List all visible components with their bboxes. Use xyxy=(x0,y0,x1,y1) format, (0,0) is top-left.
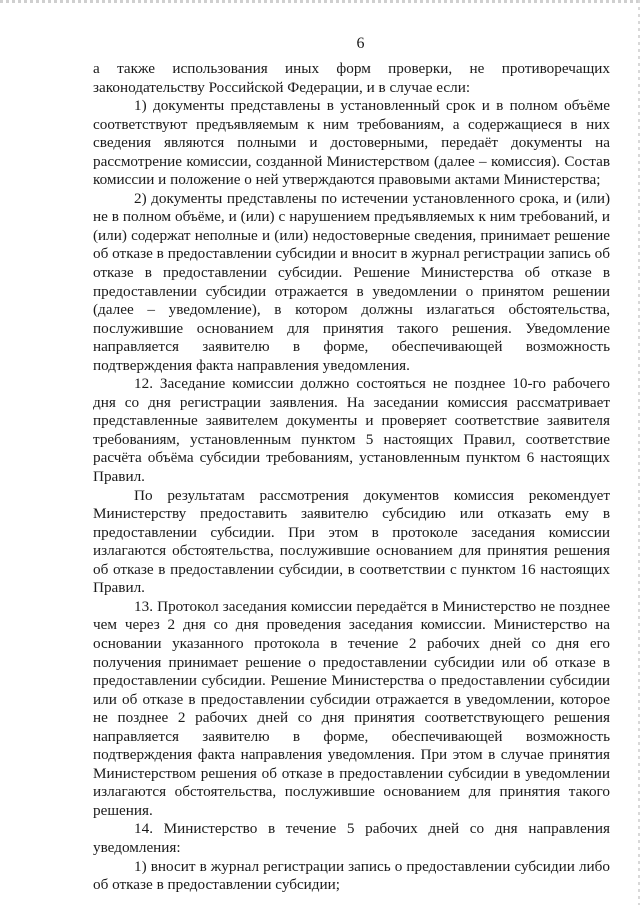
page-number: 6 xyxy=(356,35,365,52)
paragraph-clause-12: 12. Заседание комиссии должно состояться не позднее 10-го рабочего дня со дня регистрации заявления. На заседании комиссия рассматривает представленные заявителем документы и проверяет соответствие заявителя требованиям, установленным пунктом 5 настоящих Правил, соответствие расчёта объёма субсидии требованиям, установленным пунктом 6 настоящих Правил. xyxy=(93,375,610,486)
paragraph-continuation: а также использования иных форм проверки, не противоречащих законодательству Российской Федерации, и в случае если: xyxy=(93,60,610,96)
scan-edge-top xyxy=(0,0,640,3)
paragraph-clause-14: 14. Министерство в течение 5 рабочих дней со дня направления уведомления: xyxy=(93,820,610,856)
paragraph-clause-12-result: По результатам рассмотрения документов комиссия рекомендует Министерству предоставить заявителю субсидию или отказать ему в предоставлении субсидии. При этом в протоколе заседания комиссии излагаются обстоятельства, послужившие основанием для принятия решения об отказе в предоставлении субсидии, в соответствии с пунктом 16 настоящих Правил. xyxy=(93,486,610,597)
paragraph-clause-13: 13. Протокол заседания комиссии передаётся в Министерство не позднее чем через 2 дня со дня проведения заседания комиссии. Министерство на основании указанного протокола в течение 2 рабочих дней со дня его получения принимает решение о предоставлении субсидии или об отказе в предоставлении субсидии. Решение Министерства о предоставлении субсидии или об отказе в предоставлении субсидии отражается в уведомлении, которое не позднее 2 рабочих дней со дня принятия соответствующего решения направляется заявителю в форме, обеспечивающей возможность подтверждения факта направления уведомления. При этом в случае принятия Министерством решения об отказе в предоставлении субсидии в уведомлении излагаются обстоятельства, послужившие основанием для принятия такого решения. xyxy=(93,597,610,819)
document-body xyxy=(93,60,610,895)
paragraph-item-1: 1) документы представлены в установленный срок и в полном объёме соответствуют предъявляемым к ним требованиям, а содержащиеся в них сведения являются полными и достоверными, передаёт документы на рассмотрение комиссии, созданной Министерством (далее – комиссия). Состав комиссии и положение о ней утверждаются правовыми актами Министерства; xyxy=(93,97,610,189)
paragraph-clause-14-item-1: 1) вносит в журнал регистрации запись о предоставлении субсидии либо об отказе в предоставлении субсидии; xyxy=(93,857,610,894)
paragraph-item-2: 2) документы представлены по истечении установленного срока, и (или) не в полном объёме, и (или) с нарушением предъявляемых к ним требований, и (или) содержат неполные и (или) недостоверные сведения, принимает решение об отказе в предоставлении субсидии и вносит в журнал регистрации запись об отказе в предоставлении субсидии. Решение Министерства об отказе в предоставлении субсидии отражается в уведомлении о принятом решении (далее – уведомление), в котором должны излагаться обстоятельства, послужившие основанием для принятия такого решения. Уведомление направляется заявителю в форме, обеспечивающей возможность подтверждения факта направления уведомления. xyxy=(93,189,610,374)
